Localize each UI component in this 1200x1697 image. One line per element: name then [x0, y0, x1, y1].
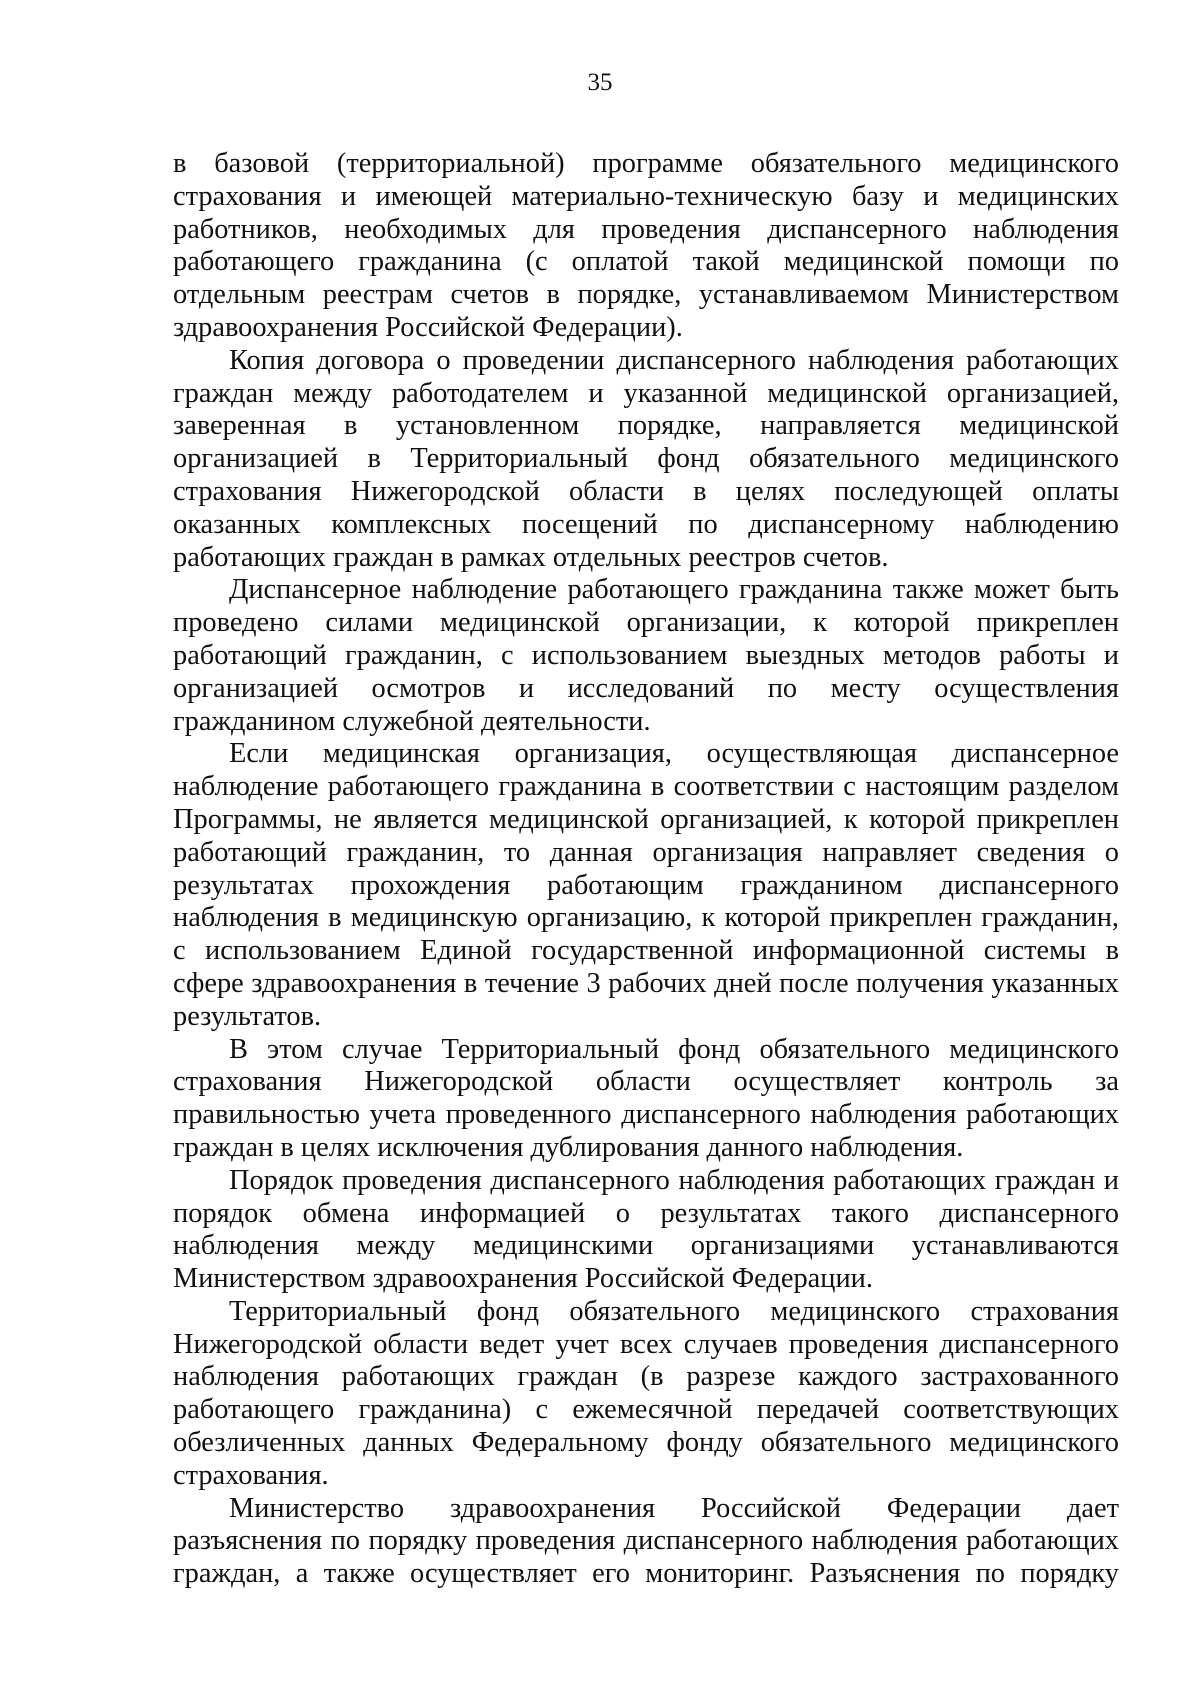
text-line: Министерство здравоохранения Российской Федерации дает	[229, 1492, 1119, 1524]
text-line: граждан между работодателем и указанной медицинской организацией,	[173, 377, 1119, 409]
text-line: Нижегородской области ведет учет всех случаев проведения диспансерного	[173, 1328, 1119, 1360]
text-line: наблюдения в медицинскую организацию, к которой прикреплен гражданин,	[173, 902, 1119, 934]
paragraph-results-transfer	[173, 738, 1119, 1033]
text-line: Копия договора о проведении диспансерного наблюдения работающих	[229, 344, 1119, 376]
text-line: Программы, не является медицинской организацией, к которой прикреплен	[173, 803, 1119, 835]
text-line: заверенная в установленном порядке, направляется медицинской	[173, 410, 1119, 442]
paragraph-continuation	[173, 148, 1119, 345]
text-line: работающего гражданина) с ежемесячной передачей соответствующих	[173, 1394, 1119, 1426]
paragraph-outreach	[173, 574, 1119, 738]
text-line: результатах прохождения работающим гражданином диспансерного	[173, 869, 1119, 901]
text-line: правильностью учета проведенного диспансерного наблюдения работающих	[173, 1099, 1119, 1131]
text-line: наблюдение работающего гражданина в соответствии с настоящим разделом	[173, 771, 1119, 803]
text-line: Порядок проведения диспансерного наблюдения работающих граждан и	[229, 1164, 1119, 1196]
text-line: результатов.	[173, 1000, 322, 1032]
document-body	[173, 148, 1119, 1591]
text-line: работников, необходимых для проведения диспансерного наблюдения	[173, 213, 1119, 245]
text-line: обезличенных данных Федеральному фонду обязательного медицинского	[173, 1427, 1119, 1459]
text-line: Если медицинская организация, осуществляющая диспансерное	[229, 738, 1119, 770]
text-line: сфере здравоохранения в течение 3 рабочих дней после получения указанных	[173, 967, 1119, 999]
text-line: организацией осмотров и исследований по месту осуществления	[173, 672, 1119, 704]
paragraph-contract-copy	[173, 345, 1119, 575]
text-line: страхования Нижегородской области в целях последующей оплаты	[173, 475, 1119, 507]
text-line: граждан, а также осуществляет его мониторинг. Разъяснения по порядку	[173, 1558, 1119, 1590]
text-line: Территориальный фонд обязательного медицинского страхования	[229, 1295, 1119, 1327]
text-line: организацией в Территориальный фонд обязательного медицинского	[173, 443, 1119, 475]
text-line: работающий гражданин, с использованием выездных методов работы и	[173, 639, 1119, 671]
text-line: страхования Нижегородской области осуществляет контроль за	[173, 1066, 1119, 1098]
text-line: Министерством здравоохранения Российской Федерации.	[173, 1263, 873, 1295]
text-line: работающего гражданина (с оплатой такой медицинской помощи по	[173, 246, 1119, 278]
text-line: отдельным реестрам счетов в порядке, устанавливаемом Министерством	[173, 279, 1119, 311]
paragraph-fund-control	[173, 1034, 1119, 1165]
text-line: наблюдения работающих граждан (в разрезе каждого застрахованного	[173, 1361, 1119, 1393]
page-number: 35	[587, 69, 613, 96]
text-line: разъяснения по порядку проведения диспансерного наблюдения работающих	[173, 1525, 1119, 1557]
text-line: оказанных комплексных посещений по диспансерному наблюдению	[173, 508, 1119, 540]
text-line: порядок обмена информацией о результатах такого диспансерного	[173, 1197, 1119, 1229]
text-line: здравоохранения Российской Федерации).	[173, 311, 683, 343]
text-line: проведено силами медицинской организации, к которой прикреплен	[173, 607, 1119, 639]
text-line: страхования и имеющей материально-техническую базу и медицинских	[173, 180, 1119, 212]
text-line: работающий гражданин, то данная организация направляет сведения о	[173, 836, 1119, 868]
paragraph-accounting	[173, 1296, 1119, 1493]
text-line: с использованием Единой государственной информационной системы в	[173, 935, 1119, 967]
text-line: наблюдения между медицинскими организациями устанавливаются	[173, 1230, 1119, 1262]
text-line: страхования.	[173, 1459, 329, 1491]
text-line: гражданином служебной деятельности.	[173, 705, 651, 737]
paragraph-ministry	[173, 1493, 1119, 1591]
text-line: граждан в целях исключения дублирования данного наблюдения.	[173, 1131, 964, 1163]
text-line: в базовой (территориальной) программе обязательного медицинского	[173, 148, 1119, 179]
paragraph-procedure	[173, 1165, 1119, 1296]
text-line: работающих граждан в рамках отдельных реестров счетов.	[173, 541, 889, 573]
text-line: Диспансерное наблюдение работающего гражданина также может быть	[229, 574, 1119, 606]
text-line: В этом случае Территориальный фонд обязательного медицинского	[229, 1033, 1119, 1065]
